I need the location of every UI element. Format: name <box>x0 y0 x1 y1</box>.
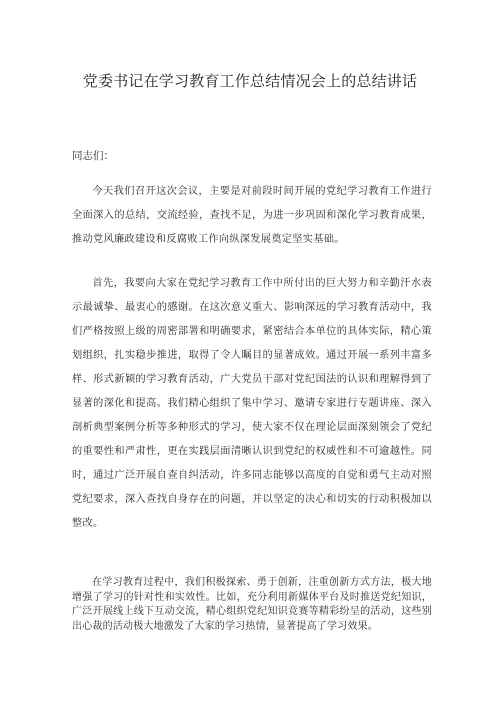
paragraph-1: 今天我们召开这次会议，主要是对前段时间开展的党纪学习教育工作进行全面深入的总结，交流经验，查找不足，为进一步巩固和深化学习教育成果，推动党风廉政建设和反腐败工作向纵深发展奠定坚实基础。 <box>72 186 432 245</box>
paragraph-2: 首先，我要向大家在党纪学习教育工作中所付出的巨大努力和辛勤汗水表示最诚挚、最衷心的感谢。在这次意义重大、影响深远的学习教育活动中，我们严格按照上级的周密部署和明确要求，紧密结合本单位的具体实际，精心策划组织，扎实稳步推进，取得了令人瞩目的显著成效。通过开展一系列丰富多样、形式新颖的学习教育活动，广大党员干部对党纪国法的认识和理解得到了显著的深化和提高。我们精心组织了集中学习、邀请专家进行专题讲座、深入剖析典型案例分析等多种形式的学习，使大家不仅在理论层面深刻领会了党纪的重要性和严肃性，更在实践层面清晰认识到党纪的权威性和不可逾越性。同时，通过广泛开展自查自纠活动，许多同志能够以高度的自觉和勇气主动对照党纪要求，深入查找自身存在的问题，并以坚定的决心和切实的行动积极加以整改。 <box>72 278 432 529</box>
greeting: 同志们： <box>72 150 114 162</box>
document-title: 党委书记在学习教育工作总结情况会上的总结讲话 <box>82 72 418 90</box>
paragraph-3: 在学习教育过程中，我们积极探索、勇于创新，注重创新方式方法，极大地增强了学习的针对性和实效性。比如，充分利用新媒体平台及时推送党纪知识，广泛开展线上线下互动交流，精心组织党纪知识竞赛等精彩纷呈的活动，这些别出心裁的活动极大地激发了大家的学习热情，显著提高了学习效果。 <box>72 577 432 632</box>
